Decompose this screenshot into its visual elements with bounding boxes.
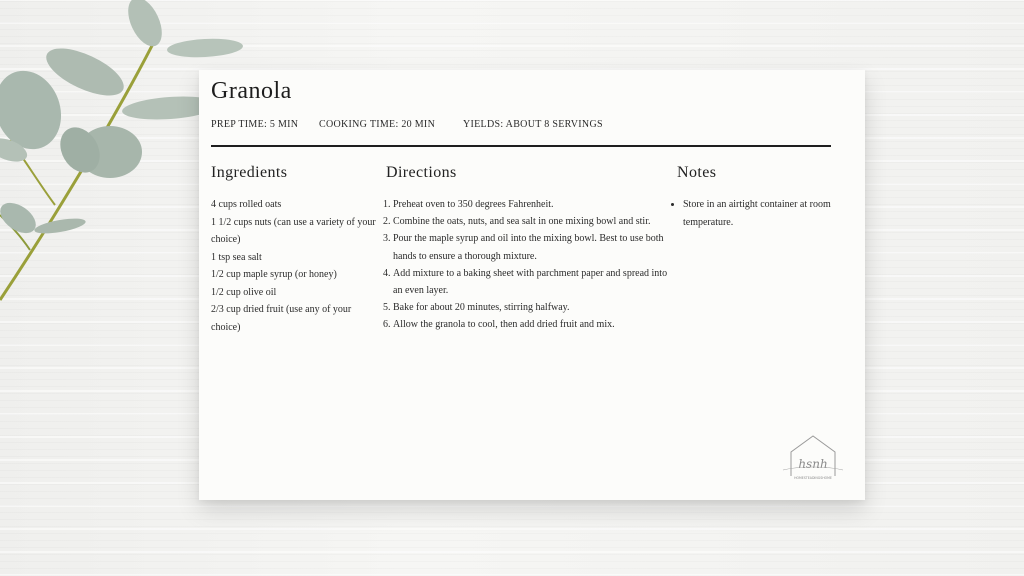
list-item: 6. Allow the granola to cool, then add dried fruit and mix. [393,316,673,333]
house-logo-icon [781,432,845,482]
recipe-card [199,70,865,500]
list-item: 2. Combine the oats, nuts, and sea salt in one mixing bowl and stir. [393,213,673,230]
notes-heading: Notes [677,164,717,181]
ingredients-list [211,196,379,336]
list-item: 2/3 cup dried fruit (use any of your choice) [211,304,352,333]
logo-text: hsnh [798,457,828,471]
yields: YIELDS: ABOUT 8 SERVINGS [463,119,603,130]
ingredients-heading: Ingredients [211,164,288,181]
logo-tagline: HOMESTEADINGSHOME [794,476,832,480]
list-item: 4 cups rolled oats [211,199,282,210]
list-item: 1 tsp sea salt [211,251,262,263]
directions-heading: Directions [386,164,457,181]
cooking-time: COOKING TIME: 20 MIN [319,119,436,130]
list-item: 1/2 cup maple syrup (or honey) [211,269,337,280]
notes-list [673,196,843,231]
list-item: 1/2 cup olive oil [211,286,277,298]
list-item: 3. Pour the maple syrup and oil into the mixing bowl. Best to use both hands to ensure a thorough mixture. [393,230,673,264]
directions-list [382,196,673,334]
list-item: 5. Bake for about 20 minutes, stirring halfway. [393,299,673,316]
list-item: 1 1/2 cups nuts (can use a variety of your choice) [211,216,376,245]
list-item: 1. Preheat oven to 350 degrees Fahrenheit. [393,196,673,213]
list-item: 4. Add mixture to a baking sheet with parchment paper and spread into an even layer. [393,265,673,299]
list-item: • Store in an airtight container at room temperature. [683,196,843,231]
prep-time: PREP TIME: 5 MIN [211,119,299,130]
recipe-title: Granola [211,78,292,104]
header-divider [211,145,831,147]
